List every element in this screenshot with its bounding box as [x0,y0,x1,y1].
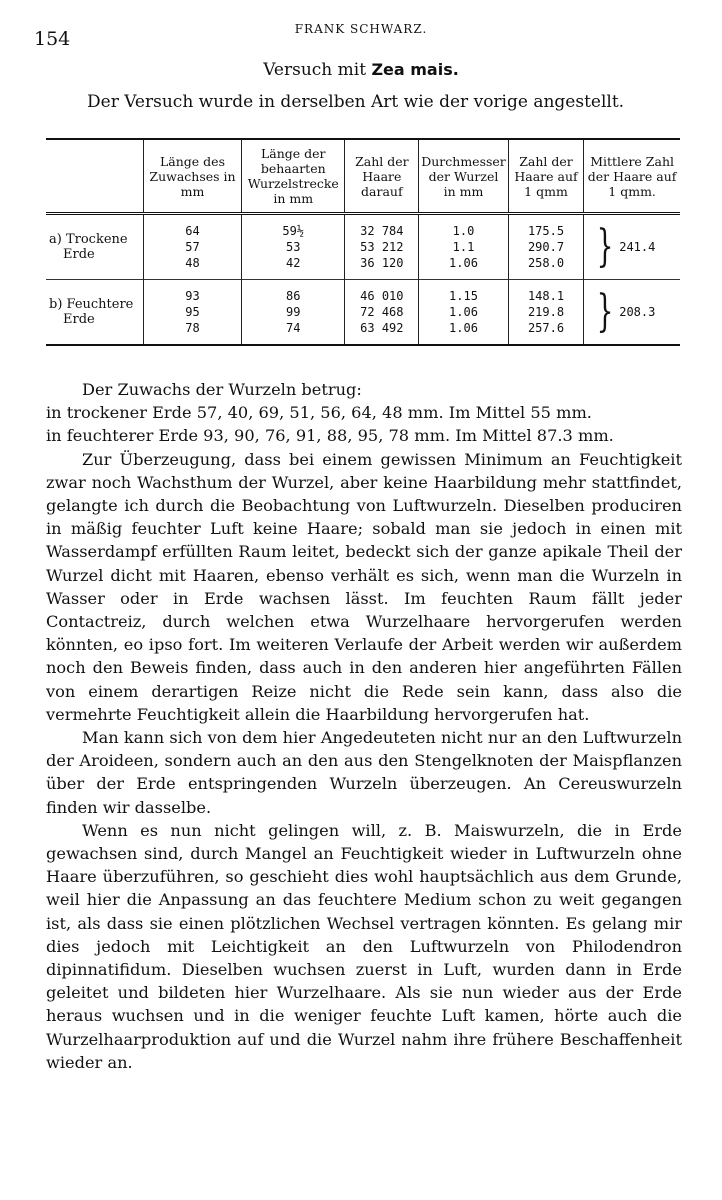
value: 219.8 [527,305,565,319]
value: 59½ [282,224,305,238]
value: 63 492 [360,321,404,335]
value: 32 784 [360,224,404,238]
running-head: FRANK SCHWARZ. [294,22,428,36]
value: 57 [185,240,200,254]
mean-value: 208.3 [619,304,656,319]
row-label [46,280,143,346]
row-label-line2: Erde [63,312,95,327]
cell-haare [345,214,419,280]
value: 99 [286,305,301,319]
header-cell-mittel: Mittlere Zahl der Haare auf 1 qmm. [584,139,680,214]
cell-mittel [584,214,680,280]
paragraph-aroideen: Man kann sich von dem hier Angedeuteten nicht nur an den Luftwurzeln der Aroideen, sondern auch an den aus den Stengelknoten der Maispflanzen über der Erde entspringenden Wurzeln überzeugen. An Cereuswurzeln finden wir dasselbe. [46,728,682,817]
value: 36 120 [360,256,404,270]
cell-pro-qmm [508,280,583,346]
value: 1.0 [452,224,475,238]
section-title-prefix: Versuch mit [263,60,367,80]
value: 257.6 [527,321,565,335]
value: 258.0 [527,256,565,270]
value: 93 [185,289,200,303]
cell-durchmesser [419,280,509,346]
header-cell-pro-qmm: Zahl der Haare auf 1 qmm [508,139,583,214]
data-table [46,138,680,346]
cell-behaart [242,280,345,346]
value: 64 [185,224,200,238]
value: 86 [286,289,301,303]
paragraph-maiswurzeln: Wenn es nun nicht gelingen will, z. B. Maiswurzeln, die in Erde gewachsen sind, durch Mangel an Feuchtigkeit wieder in Luftwurzeln ohne Haare überzuführen, so geschieht dies wohl hauptsächlich aus dem Grunde, weil hier die Anpassung an das feuchtere Medium schon zu weit gegangen ist, als dass sie einen plötzlichen Wechsel vertragen könnten. Es gelang mir dies jedoch mit Leichtigkeit an den Luftwurzeln von Philodendron dipinnatifidum. Dieselben wuchsen zuerst in Luft, wurden dann in Erde geleitet und bildeten hier Wurzelhaare. Als sie nun wieder aus der Erde heraus wuchsen und in die weniger feuchte Luft kamen, hörte auch die Wurzelhaarproduktion auf und die Wurzel nahm ihre frühere Beschaffenheit wieder an. [46,820,682,1072]
row-label-line2: Erde [63,247,95,262]
value: 290.7 [527,240,565,254]
cell-zuwachs [143,280,241,346]
section-title-species: Zea mais. [371,60,459,79]
right-brace-icon: } [596,221,614,272]
value: 74 [286,321,301,335]
cell-durchmesser [419,214,509,280]
paragraph-feuchtere-erde: in feuchterer Erde 93, 90, 76, 91, 88, 95, 78 mm. Im Mittel 87.3 mm. [46,426,614,446]
value: 1.06 [449,305,478,319]
section-title [0,60,722,80]
section-intro: Der Versuch wurde in derselben Art wie der vorige angestellt. [87,92,625,112]
value: 1.06 [449,256,478,270]
mean-value: 241.4 [619,239,656,254]
header-cell-haare: Zahl der Haare darauf [345,139,419,214]
row-label [46,214,143,280]
page-number: 154 [34,28,71,50]
table-row-trockene [46,214,680,280]
cell-pro-qmm [508,214,583,280]
value: 46 010 [360,289,404,303]
cell-haare [345,280,419,346]
paragraph-luftwurzeln: Zur Überzeugung, dass bei einem gewissen Minimum an Feuchtigkeit zwar noch Wachsthum der Wurzel, aber keine Haarbildung mehr stattfindet, gelangte ich durch die Beobachtung von Luftwurzeln. Dieselben produciren in mäßig feuchter Luft keine Haare; sobald man sie jedoch in einen mit Wasserdampf erfüllten Raum leitet, bedeckt sich der ganze apikale Theil der Wurzel dicht mit Haaren, ebenso verhält es sich, wenn man die Wurzeln in Wasser oder in Erde wachsen lässt. Im feuchten Raum fällt jeder Contactreiz, durch welchen etwa Wurzelhaare hervorgerufen werden könnten, eo ipso fort. Im weiteren Verlaufe der Arbeit werden wir außerdem noch den Beweis finden, dass auch in den anderen hier angeführten Fällen von einem derartigen Reize nicht die Rede sein kann, dass also die vermehrte Feuchtigkeit allein die Haarbildung hervorgerufen hat. [46,449,682,724]
row-label-line1: b) Feuchtere [49,297,134,312]
value: 78 [185,321,200,335]
value: 148.1 [527,289,565,303]
cell-zuwachs [143,214,241,280]
cell-mittel [584,280,680,346]
header-cell-zuwachs: Länge des Zuwachses in mm [143,139,241,214]
row-label-line1: a) Trockene [49,232,128,247]
header-cell-durchmesser: Durchmesser der Wurzel in mm [419,139,509,214]
header-cell-behaart: Länge der behaarten Wurzelstrecke in mm [242,139,345,214]
body-text [46,378,682,1074]
header-cell-label [46,139,143,214]
value: 175.5 [527,224,565,238]
value: 48 [185,256,200,270]
table-row-feuchtere [46,280,680,346]
paragraph-trockene-erde: in trockener Erde 57, 40, 69, 51, 56, 64, 48 mm. Im Mittel 55 mm. [46,403,592,423]
right-brace-icon: } [596,286,614,337]
value: 95 [185,305,200,319]
paragraph-zuwachs-intro: Der Zuwachs der Wurzeln betrug: [82,380,362,399]
value: 53 212 [360,240,404,254]
value: 1.1 [452,240,475,254]
table-header-row [46,139,680,214]
value: 72 468 [360,305,404,319]
cell-behaart [242,214,345,280]
value: 53 [286,240,301,254]
value: 1.06 [449,321,478,335]
value: 1.15 [449,289,478,303]
value: 42 [286,256,301,270]
